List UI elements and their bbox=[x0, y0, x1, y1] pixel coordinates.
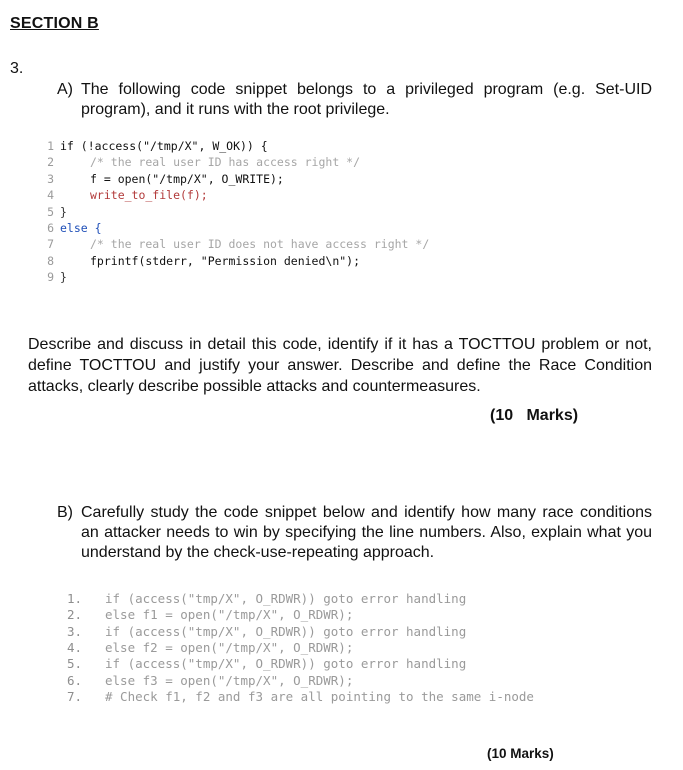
code-line: # Check f1, f2 and f3 are all pointing to the same i-node bbox=[105, 688, 534, 704]
code-line-number: 6. bbox=[66, 672, 82, 688]
code-line-number: 3 bbox=[47, 171, 54, 186]
code-line: if (!access("/tmp/X", W_OK)) { bbox=[60, 139, 268, 153]
code-line-number: 3. bbox=[66, 623, 82, 639]
code-line-number: 5 bbox=[47, 204, 54, 219]
part-b-marks: (10 Marks) bbox=[487, 746, 554, 761]
code-line: } bbox=[60, 204, 67, 219]
part-a-marks: (10 Marks) bbox=[490, 407, 579, 424]
code-line: if (access("tmp/X", O_RDWR)) goto error handling bbox=[105, 623, 467, 639]
code-line-number: 6 bbox=[47, 221, 54, 235]
part-a-discussion: Describe and discuss in detail this code, identify if it has a TOCTTOU problem or not, define TOCTTOU and justify your answer. Describe and define the Race Condition attacks, clearly describe possible attacks and countermeasures. bbox=[28, 336, 652, 395]
code-line-number: 2 bbox=[47, 155, 54, 170]
code-line: } bbox=[60, 270, 67, 285]
code-line: /* the real user ID does not have access right */ bbox=[90, 237, 430, 252]
code-line-number: 4 bbox=[47, 188, 54, 203]
code-line-number: 5. bbox=[66, 656, 82, 672]
part-b-text: Carefully study the code snippet below and identify how many race conditions an attacker needs to win by specifying the line numbers. Also, explain what you understand by the check-use-repeating approach. bbox=[81, 504, 652, 561]
part-a-prompt bbox=[57, 80, 652, 124]
question-number: 3. bbox=[10, 60, 24, 77]
code-line-number: 7. bbox=[66, 688, 82, 704]
part-b-prompt bbox=[57, 503, 652, 565]
part-b-label: B) bbox=[57, 504, 73, 521]
section-title: SECTION B bbox=[10, 15, 99, 32]
code-line-number: 1. bbox=[66, 591, 82, 606]
part-a-text: The following code snippet belongs to a privileged program (e.g. Set-UID program), and it runs with the root privilege. bbox=[81, 81, 652, 118]
code-line: fprintf(stderr, "Permission denied\n"); bbox=[90, 253, 361, 268]
code-line-number: 9 bbox=[47, 270, 54, 285]
code-line-number: 7 bbox=[47, 237, 54, 252]
code-line: else f3 = open("/tmp/X", O_RDWR); bbox=[105, 672, 354, 688]
code-line: write_to_file(f); bbox=[90, 188, 208, 203]
code-line-number: 8 bbox=[47, 253, 54, 268]
code-line: else f1 = open("/tmp/X", O_RDWR); bbox=[105, 607, 354, 623]
code-line: else f2 = open("/tmp/X", O_RDWR); bbox=[105, 639, 354, 655]
code-line-number: 1 bbox=[47, 139, 54, 153]
code-line: f = open("/tmp/X", O_WRITE); bbox=[90, 171, 284, 186]
code-line-number: 2. bbox=[66, 607, 82, 623]
code-line-number: 4. bbox=[66, 639, 82, 655]
part-a-label: A) bbox=[57, 81, 73, 98]
code-line: if (access("tmp/X", O_RDWR)) goto error handling bbox=[105, 656, 467, 672]
code-line: if (access("tmp/X", O_RDWR)) goto error handling bbox=[105, 591, 467, 606]
code-line: else { bbox=[60, 221, 102, 235]
code-line: /* the real user ID has access right */ bbox=[90, 155, 361, 170]
